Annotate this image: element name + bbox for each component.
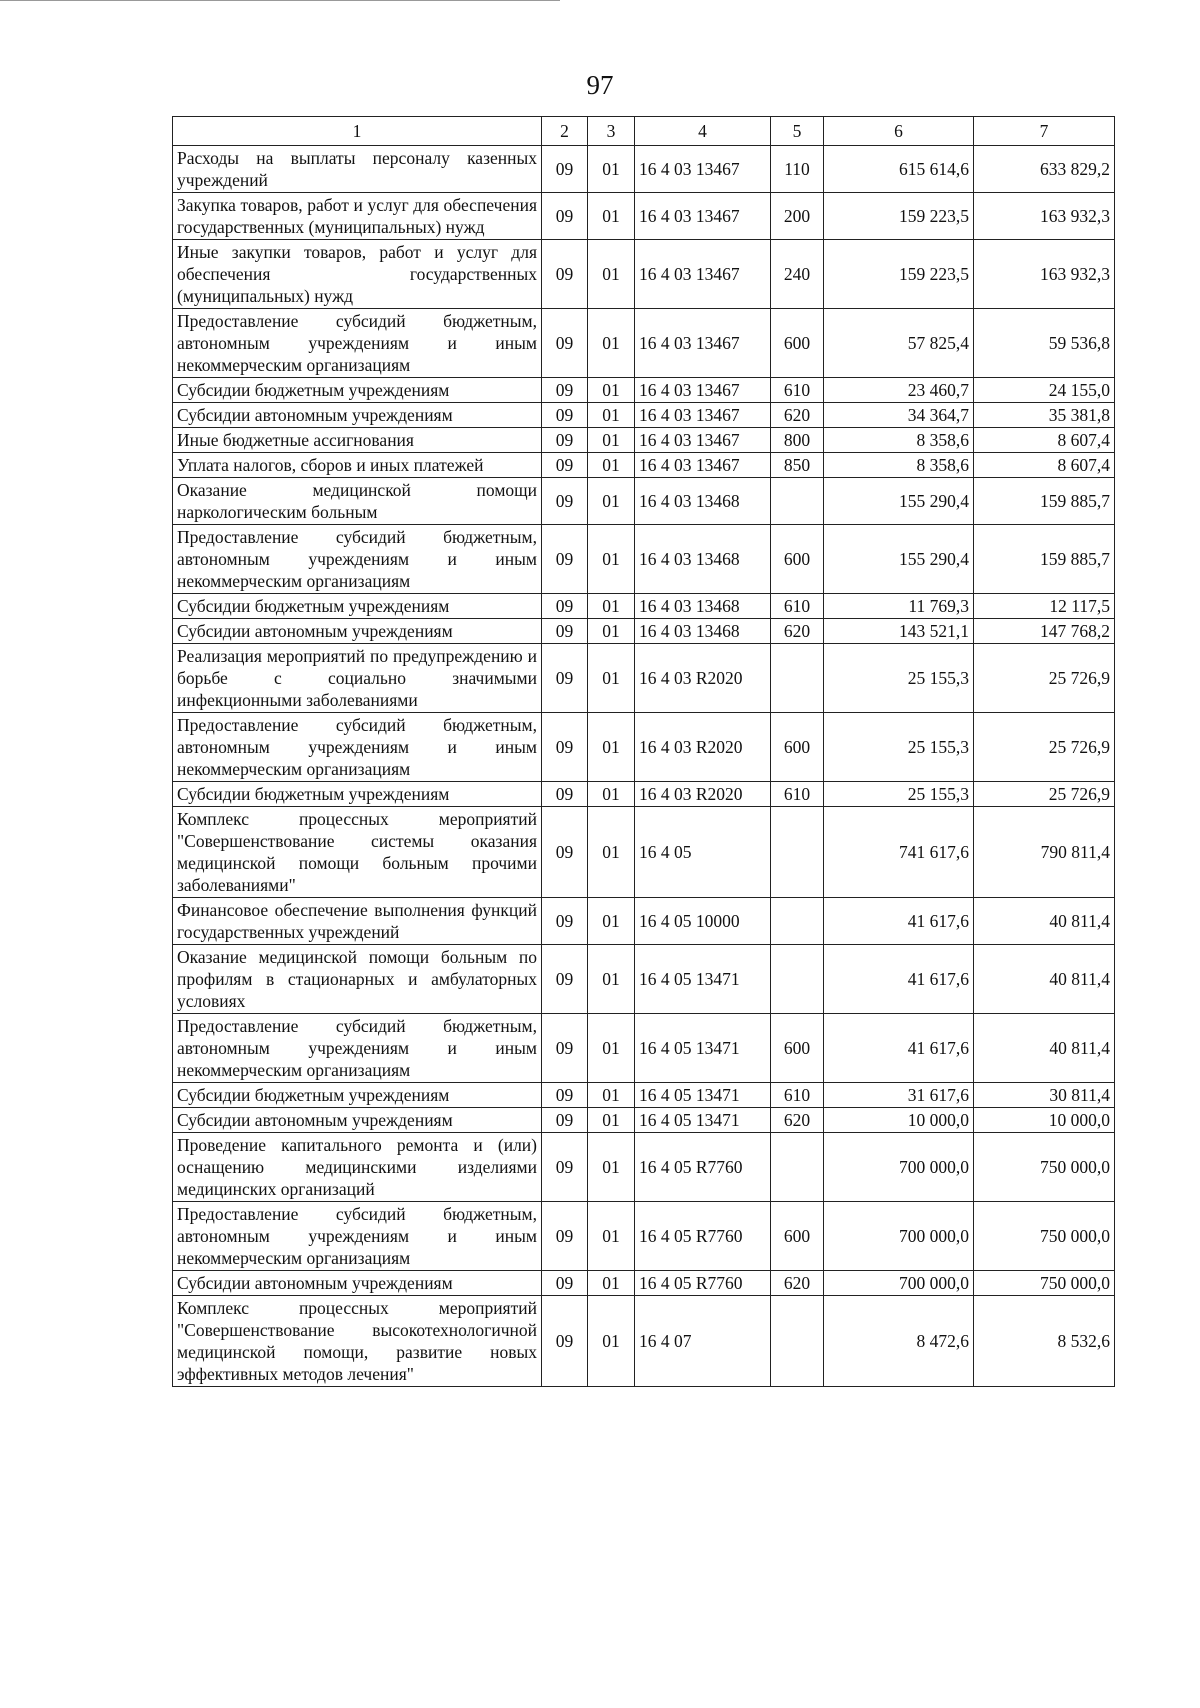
expense-type-code: 610 xyxy=(771,378,824,403)
page-number: 97 xyxy=(586,70,614,100)
expense-type-code: 620 xyxy=(771,403,824,428)
target-item-code: 16 4 07 xyxy=(635,1296,771,1387)
expense-type-code xyxy=(771,945,824,1014)
section-code: 09 xyxy=(542,782,588,807)
item-name: Комплекс процессных мероприятий "Совершенствование высокотехнологичной медицинской помощи, развитие новых эффективных методов лечения" xyxy=(173,1296,542,1387)
target-item-code: 16 4 03 13468 xyxy=(635,594,771,619)
amount-year-2: 59 536,8 xyxy=(974,309,1115,378)
item-name: Уплата налогов, сборов и иных платежей xyxy=(173,453,542,478)
amount-year-2: 40 811,4 xyxy=(974,1014,1115,1083)
table-row xyxy=(173,478,1115,525)
table-row xyxy=(173,1271,1115,1296)
target-item-code: 16 4 03 13468 xyxy=(635,525,771,594)
amount-year-2: 750 000,0 xyxy=(974,1202,1115,1271)
amount-year-2: 40 811,4 xyxy=(974,898,1115,945)
amount-year-1: 159 223,5 xyxy=(824,240,974,309)
table-row xyxy=(173,378,1115,403)
amount-year-1: 8 472,6 xyxy=(824,1296,974,1387)
table-row xyxy=(173,644,1115,713)
item-name: Предоставление субсидий бюджетным, автономным учреждениям и иным некоммерческим организациям xyxy=(173,309,542,378)
amount-year-2: 633 829,2 xyxy=(974,146,1115,193)
item-name: Оказание медицинской помощи наркологическим больным xyxy=(173,478,542,525)
item-name: Комплекс процессных мероприятий "Совершенствование системы оказания медицинской помощи больным прочими заболеваниями" xyxy=(173,807,542,898)
subsection-code: 01 xyxy=(588,453,635,478)
column-header: 2 xyxy=(542,117,588,146)
amount-year-1: 25 155,3 xyxy=(824,644,974,713)
section-code: 09 xyxy=(542,378,588,403)
amount-year-2: 163 932,3 xyxy=(974,240,1115,309)
item-name: Иные бюджетные ассигнования xyxy=(173,428,542,453)
column-header: 7 xyxy=(974,117,1115,146)
amount-year-1: 11 769,3 xyxy=(824,594,974,619)
item-name: Оказание медицинской помощи больным по профилям в стационарных и амбулаторных условиях xyxy=(173,945,542,1014)
expense-type-code: 620 xyxy=(771,619,824,644)
amount-year-2: 25 726,9 xyxy=(974,644,1115,713)
amount-year-1: 10 000,0 xyxy=(824,1108,974,1133)
target-item-code: 16 4 03 R2020 xyxy=(635,713,771,782)
item-name: Субсидии автономным учреждениям xyxy=(173,619,542,644)
section-code: 09 xyxy=(542,898,588,945)
amount-year-1: 57 825,4 xyxy=(824,309,974,378)
expense-type-code: 200 xyxy=(771,193,824,240)
section-code: 09 xyxy=(542,619,588,644)
expense-type-code xyxy=(771,1296,824,1387)
target-item-code: 16 4 03 13467 xyxy=(635,428,771,453)
expense-type-code: 600 xyxy=(771,1202,824,1271)
subsection-code: 01 xyxy=(588,644,635,713)
section-code: 09 xyxy=(542,146,588,193)
expense-type-code xyxy=(771,807,824,898)
table-row xyxy=(173,193,1115,240)
amount-year-2: 8 607,4 xyxy=(974,428,1115,453)
table-row xyxy=(173,525,1115,594)
amount-year-2: 35 381,8 xyxy=(974,403,1115,428)
item-name: Предоставление субсидий бюджетным, автономным учреждениям и иным некоммерческим организациям xyxy=(173,1202,542,1271)
amount-year-1: 34 364,7 xyxy=(824,403,974,428)
amount-year-2: 25 726,9 xyxy=(974,782,1115,807)
expense-type-code xyxy=(771,898,824,945)
subsection-code: 01 xyxy=(588,1202,635,1271)
table-row xyxy=(173,1202,1115,1271)
target-item-code: 16 4 03 13467 xyxy=(635,146,771,193)
amount-year-1: 143 521,1 xyxy=(824,619,974,644)
subsection-code: 01 xyxy=(588,1083,635,1108)
table-row xyxy=(173,807,1115,898)
amount-year-1: 155 290,4 xyxy=(824,525,974,594)
target-item-code: 16 4 05 13471 xyxy=(635,1083,771,1108)
item-name: Закупка товаров, работ и услуг для обеспечения государственных (муниципальных) нужд xyxy=(173,193,542,240)
table-row xyxy=(173,782,1115,807)
section-code: 09 xyxy=(542,428,588,453)
amount-year-1: 159 223,5 xyxy=(824,193,974,240)
item-name: Предоставление субсидий бюджетным, автономным учреждениям и иным некоммерческим организациям xyxy=(173,525,542,594)
item-name: Предоставление субсидий бюджетным, автономным учреждениям и иным некоммерческим организациям xyxy=(173,713,542,782)
expense-type-code: 600 xyxy=(771,713,824,782)
column-header: 4 xyxy=(635,117,771,146)
section-code: 09 xyxy=(542,644,588,713)
section-code: 09 xyxy=(542,240,588,309)
amount-year-2: 147 768,2 xyxy=(974,619,1115,644)
target-item-code: 16 4 05 xyxy=(635,807,771,898)
column-header: 5 xyxy=(771,117,824,146)
target-item-code: 16 4 03 13467 xyxy=(635,453,771,478)
amount-year-2: 159 885,7 xyxy=(974,525,1115,594)
item-name: Проведение капитального ремонта и (или) оснащению медицинскими изделиями медицинских организаций xyxy=(173,1133,542,1202)
amount-year-1: 25 155,3 xyxy=(824,782,974,807)
section-code: 09 xyxy=(542,1296,588,1387)
section-code: 09 xyxy=(542,1014,588,1083)
table-row xyxy=(173,713,1115,782)
expense-type-code xyxy=(771,1133,824,1202)
amount-year-2: 790 811,4 xyxy=(974,807,1115,898)
amount-year-2: 12 117,5 xyxy=(974,594,1115,619)
section-code: 09 xyxy=(542,1202,588,1271)
target-item-code: 16 4 05 R7760 xyxy=(635,1271,771,1296)
target-item-code: 16 4 03 13467 xyxy=(635,309,771,378)
item-name: Субсидии бюджетным учреждениям xyxy=(173,782,542,807)
target-item-code: 16 4 03 13468 xyxy=(635,619,771,644)
amount-year-1: 41 617,6 xyxy=(824,898,974,945)
subsection-code: 01 xyxy=(588,782,635,807)
item-name: Субсидии бюджетным учреждениям xyxy=(173,594,542,619)
expense-type-code: 610 xyxy=(771,782,824,807)
expense-type-code: 600 xyxy=(771,309,824,378)
expense-type-code: 600 xyxy=(771,525,824,594)
target-item-code: 16 4 03 13467 xyxy=(635,403,771,428)
table-row xyxy=(173,1083,1115,1108)
amount-year-2: 8 607,4 xyxy=(974,453,1115,478)
section-code: 09 xyxy=(542,1108,588,1133)
table-row xyxy=(173,619,1115,644)
subsection-code: 01 xyxy=(588,428,635,453)
subsection-code: 01 xyxy=(588,1108,635,1133)
item-name: Реализация мероприятий по предупреждению и борьбе с социально значимыми инфекционными заболеваниями xyxy=(173,644,542,713)
section-code: 09 xyxy=(542,403,588,428)
expense-type-code: 600 xyxy=(771,1014,824,1083)
target-item-code: 16 4 03 13468 xyxy=(635,478,771,525)
table-row xyxy=(173,898,1115,945)
amount-year-1: 155 290,4 xyxy=(824,478,974,525)
subsection-code: 01 xyxy=(588,240,635,309)
header-row xyxy=(173,117,1115,146)
subsection-code: 01 xyxy=(588,1133,635,1202)
target-item-code: 16 4 03 13467 xyxy=(635,378,771,403)
amount-year-2: 25 726,9 xyxy=(974,713,1115,782)
subsection-code: 01 xyxy=(588,525,635,594)
amount-year-2: 10 000,0 xyxy=(974,1108,1115,1133)
section-code: 09 xyxy=(542,1083,588,1108)
amount-year-1: 8 358,6 xyxy=(824,453,974,478)
target-item-code: 16 4 05 R7760 xyxy=(635,1202,771,1271)
section-code: 09 xyxy=(542,594,588,619)
target-item-code: 16 4 03 R2020 xyxy=(635,782,771,807)
amount-year-2: 163 932,3 xyxy=(974,193,1115,240)
target-item-code: 16 4 05 13471 xyxy=(635,1108,771,1133)
table-row xyxy=(173,594,1115,619)
item-name: Расходы на выплаты персоналу казенных учреждений xyxy=(173,146,542,193)
subsection-code: 01 xyxy=(588,1296,635,1387)
subsection-code: 01 xyxy=(588,594,635,619)
expense-type-code: 110 xyxy=(771,146,824,193)
amount-year-1: 741 617,6 xyxy=(824,807,974,898)
section-code: 09 xyxy=(542,945,588,1014)
subsection-code: 01 xyxy=(588,1271,635,1296)
table-row xyxy=(173,309,1115,378)
amount-year-1: 615 614,6 xyxy=(824,146,974,193)
expense-type-code: 610 xyxy=(771,594,824,619)
section-code: 09 xyxy=(542,1271,588,1296)
section-code: 09 xyxy=(542,309,588,378)
table-row xyxy=(173,146,1115,193)
table-row xyxy=(173,1133,1115,1202)
amount-year-1: 700 000,0 xyxy=(824,1202,974,1271)
item-name: Субсидии автономным учреждениям xyxy=(173,403,542,428)
column-header: 6 xyxy=(824,117,974,146)
item-name: Субсидии автономным учреждениям xyxy=(173,1271,542,1296)
item-name: Иные закупки товаров, работ и услуг для обеспечения государственных (муниципальных) нужд xyxy=(173,240,542,309)
expense-type-code xyxy=(771,478,824,525)
amount-year-1: 23 460,7 xyxy=(824,378,974,403)
amount-year-2: 24 155,0 xyxy=(974,378,1115,403)
item-name: Предоставление субсидий бюджетным, автономным учреждениям и иным некоммерческим организациям xyxy=(173,1014,542,1083)
subsection-code: 01 xyxy=(588,403,635,428)
subsection-code: 01 xyxy=(588,945,635,1014)
subsection-code: 01 xyxy=(588,619,635,644)
section-code: 09 xyxy=(542,525,588,594)
target-item-code: 16 4 05 13471 xyxy=(635,1014,771,1083)
item-name: Субсидии автономным учреждениям xyxy=(173,1108,542,1133)
table-row xyxy=(173,1296,1115,1387)
item-name: Субсидии бюджетным учреждениям xyxy=(173,378,542,403)
amount-year-2: 40 811,4 xyxy=(974,945,1115,1014)
subsection-code: 01 xyxy=(588,309,635,378)
column-header: 1 xyxy=(173,117,542,146)
subsection-code: 01 xyxy=(588,713,635,782)
target-item-code: 16 4 03 R2020 xyxy=(635,644,771,713)
target-item-code: 16 4 03 13467 xyxy=(635,240,771,309)
expense-type-code xyxy=(771,644,824,713)
amount-year-1: 25 155,3 xyxy=(824,713,974,782)
table-row xyxy=(173,428,1115,453)
amount-year-2: 750 000,0 xyxy=(974,1133,1115,1202)
table-row xyxy=(173,453,1115,478)
expense-type-code: 620 xyxy=(771,1108,824,1133)
expense-type-code: 240 xyxy=(771,240,824,309)
amount-year-2: 159 885,7 xyxy=(974,478,1115,525)
item-name: Финансовое обеспечение выполнения функций государственных учреждений xyxy=(173,898,542,945)
target-item-code: 16 4 05 13471 xyxy=(635,945,771,1014)
subsection-code: 01 xyxy=(588,478,635,525)
amount-year-1: 31 617,6 xyxy=(824,1083,974,1108)
column-header: 3 xyxy=(588,117,635,146)
subsection-code: 01 xyxy=(588,807,635,898)
section-code: 09 xyxy=(542,193,588,240)
amount-year-1: 41 617,6 xyxy=(824,945,974,1014)
amount-year-1: 700 000,0 xyxy=(824,1133,974,1202)
item-name: Субсидии бюджетным учреждениям xyxy=(173,1083,542,1108)
section-code: 09 xyxy=(542,478,588,525)
subsection-code: 01 xyxy=(588,1014,635,1083)
table-row xyxy=(173,1108,1115,1133)
amount-year-2: 750 000,0 xyxy=(974,1271,1115,1296)
target-item-code: 16 4 03 13467 xyxy=(635,193,771,240)
subsection-code: 01 xyxy=(588,898,635,945)
subsection-code: 01 xyxy=(588,378,635,403)
amount-year-1: 700 000,0 xyxy=(824,1271,974,1296)
amount-year-2: 30 811,4 xyxy=(974,1083,1115,1108)
amount-year-1: 41 617,6 xyxy=(824,1014,974,1083)
section-code: 09 xyxy=(542,453,588,478)
target-item-code: 16 4 05 10000 xyxy=(635,898,771,945)
amount-year-2: 8 532,6 xyxy=(974,1296,1115,1387)
table-row xyxy=(173,240,1115,309)
expense-type-code: 800 xyxy=(771,428,824,453)
section-code: 09 xyxy=(542,1133,588,1202)
budget-table xyxy=(172,116,1115,1387)
subsection-code: 01 xyxy=(588,193,635,240)
scan-edge-line xyxy=(0,0,560,1)
table-row xyxy=(173,945,1115,1014)
amount-year-1: 8 358,6 xyxy=(824,428,974,453)
target-item-code: 16 4 05 R7760 xyxy=(635,1133,771,1202)
subsection-code: 01 xyxy=(588,146,635,193)
table-row xyxy=(173,403,1115,428)
expense-type-code: 620 xyxy=(771,1271,824,1296)
table-row xyxy=(173,1014,1115,1083)
expense-type-code: 850 xyxy=(771,453,824,478)
section-code: 09 xyxy=(542,807,588,898)
expense-type-code: 610 xyxy=(771,1083,824,1108)
section-code: 09 xyxy=(542,713,588,782)
